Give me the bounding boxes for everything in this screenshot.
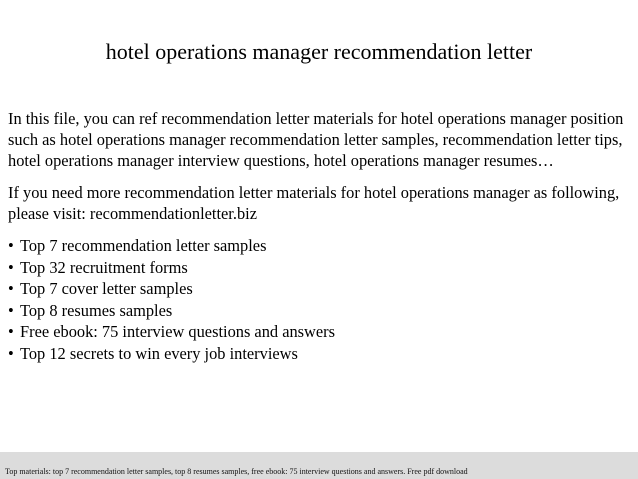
list-item: [8, 343, 632, 365]
list-item-text: Top 7 cover letter samples: [20, 279, 193, 298]
materials-list: [8, 235, 632, 364]
list-item-text: Top 8 resumes samples: [20, 300, 173, 320]
list-item: [8, 257, 632, 279]
list-item: [8, 300, 632, 322]
list-item-text: Top 7 recommendation letter samples: [20, 236, 267, 255]
bullet-icon: •: [8, 343, 14, 363]
bullet-icon: •: [8, 322, 14, 341]
bullet-icon: •: [8, 236, 14, 255]
bullet-icon: •: [8, 279, 14, 298]
list-item-text: Top 32 recruitment forms: [20, 257, 188, 277]
list-item-text: Free ebook: 75 interview questions and answers: [20, 322, 335, 341]
list-item: [8, 235, 632, 257]
footer-bar: [0, 452, 638, 479]
list-item-text: Top 12 secrets to win every job interviews: [20, 343, 298, 363]
intro-paragraph: In this file, you can ref recommendation letter materials for hotel operations manager position such as hotel operations manager recommendation letter samples, recommendation letter tips, hotel operations manager interview questions, hotel operations manager resumes…: [8, 109, 624, 170]
document-body: [8, 108, 632, 364]
page-title: hotel operations manager recommendation letter: [105, 39, 533, 64]
list-item: [8, 321, 632, 343]
bullet-icon: •: [8, 300, 14, 320]
list-item: [8, 278, 632, 300]
bullet-icon: •: [8, 257, 14, 277]
footer-text: Top materials: top 7 recommendation letter samples, top 8 resumes samples, free ebook: 75 interview questions and answers. Free pdf download: [5, 467, 468, 476]
more-info-paragraph: If you need more recommendation letter materials for hotel operations manager as following, please visit: recommendationletter.biz: [8, 183, 620, 223]
